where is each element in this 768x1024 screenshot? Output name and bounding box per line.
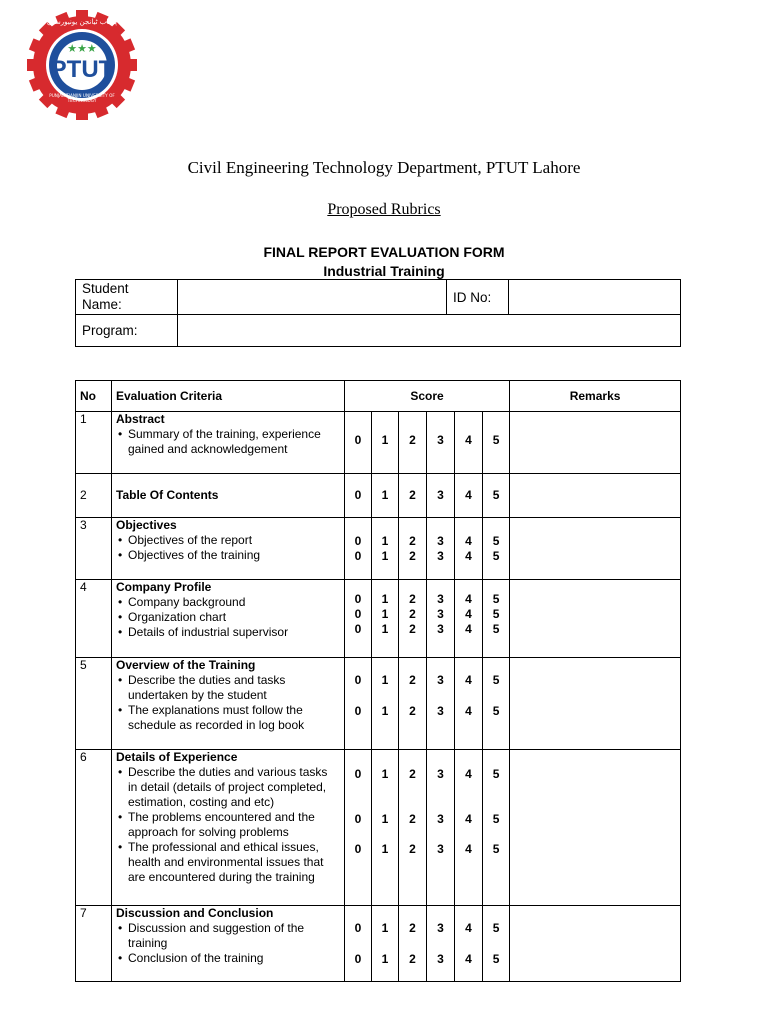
score-cell-2[interactable] [399, 580, 427, 658]
score-option[interactable]: 0 [354, 704, 362, 718]
score-option[interactable]: 3 [437, 592, 444, 606]
rubric-header-row [76, 381, 681, 412]
score-option[interactable]: 2 [409, 549, 416, 563]
row-number: 3 [76, 518, 112, 580]
score-cell-4[interactable] [455, 474, 483, 518]
score-option[interactable]: 0 [354, 812, 362, 826]
score-cell-2[interactable] [399, 658, 427, 750]
score-option[interactable]: 2 [409, 704, 416, 718]
score-option[interactable]: 3 [437, 488, 444, 502]
student-name-label: Student Name: [76, 280, 178, 315]
score-cell-3[interactable] [427, 580, 455, 658]
score-cell-5[interactable] [483, 474, 510, 518]
score-cell-0[interactable] [345, 474, 372, 518]
score-option[interactable]: 4 [465, 488, 472, 502]
score-option[interactable]: 0 [354, 673, 362, 687]
score-cell-0[interactable] [345, 518, 372, 580]
rubric-row [76, 750, 681, 906]
score-cell-3[interactable] [427, 518, 455, 580]
criteria-cell [112, 412, 345, 474]
score-option[interactable]: 0 [354, 921, 362, 935]
score-option[interactable]: 1 [381, 433, 389, 447]
score-option[interactable]: 2 [409, 592, 416, 606]
score-option[interactable]: 0 [354, 592, 362, 606]
score-option[interactable]: 3 [437, 704, 444, 718]
score-option[interactable]: 5 [492, 812, 500, 826]
score-cell-1[interactable] [372, 750, 399, 906]
criteria-point: • The professional and ethical issues, health and environmental issues that are encountered during the training [128, 840, 340, 885]
score-cell-4[interactable] [455, 750, 483, 906]
score-cell-1[interactable] [372, 518, 399, 580]
score-option[interactable]: 0 [354, 488, 362, 502]
score-cell-5[interactable] [483, 658, 510, 750]
criteria-point: • Describe the duties and tasks undertaken by the student [128, 673, 340, 703]
score-cell-3[interactable] [427, 474, 455, 518]
score-cell-1[interactable] [372, 412, 399, 474]
form-title: FINAL REPORT EVALUATION FORM [263, 244, 505, 260]
score-option[interactable]: 3 [437, 921, 444, 935]
score-option[interactable]: 4 [465, 704, 472, 718]
score-option[interactable]: 3 [437, 842, 444, 856]
remarks-cell[interactable] [510, 750, 681, 906]
row-number: 1 [76, 412, 112, 474]
score-cell-2[interactable] [399, 906, 427, 982]
criteria-title: Discussion and Conclusion [116, 906, 274, 920]
score-option[interactable]: 2 [409, 812, 416, 826]
score-option[interactable]: 5 [492, 921, 500, 935]
score-option[interactable]: 5 [492, 534, 500, 548]
score-option[interactable]: 5 [492, 622, 500, 636]
row-number: 2 [76, 474, 112, 518]
criteria-cell [112, 658, 345, 750]
score-option[interactable]: 4 [465, 673, 472, 687]
score-cell-2[interactable] [399, 518, 427, 580]
score-option[interactable]: 2 [409, 622, 416, 636]
score-option[interactable]: 3 [437, 812, 444, 826]
score-option[interactable]: 4 [465, 842, 472, 856]
score-cell-0[interactable] [345, 658, 372, 750]
score-option[interactable]: 1 [381, 704, 389, 718]
score-option[interactable]: 4 [465, 767, 472, 781]
score-option[interactable]: 1 [381, 607, 389, 621]
score-option[interactable]: 0 [354, 549, 362, 563]
score-cell-4[interactable] [455, 906, 483, 982]
rubric-row [76, 412, 681, 474]
score-option[interactable]: 3 [437, 952, 444, 966]
logo-text: PTUT [50, 56, 114, 83]
score-option[interactable]: 4 [465, 433, 472, 447]
criteria-point: • Summary of the training, experience gained and acknowledgement [128, 427, 340, 457]
score-option[interactable]: 3 [437, 673, 444, 687]
score-option[interactable]: 1 [381, 549, 389, 563]
score-option[interactable]: 5 [492, 704, 500, 718]
score-cell-4[interactable] [455, 412, 483, 474]
score-option[interactable]: 2 [409, 921, 416, 935]
header-remarks: Remarks [510, 381, 681, 412]
row-number: 7 [76, 906, 112, 982]
score-cell-3[interactable] [427, 906, 455, 982]
score-option[interactable]: 5 [492, 952, 500, 966]
criteria-point: • Describe the duties and various tasks in detail (details of project completed, estimation, costing and etc) [128, 765, 340, 810]
rubric-row [76, 658, 681, 750]
rubric-row [76, 518, 681, 580]
score-option[interactable]: 0 [354, 534, 362, 548]
criteria-title: Company Profile [116, 580, 212, 594]
logo-ring-text-top: پنجاب ٹیانجن یونیورسٹی [46, 18, 118, 26]
score-option[interactable]: 3 [437, 767, 444, 781]
score-option[interactable]: 2 [409, 488, 416, 502]
score-option[interactable]: 1 [381, 592, 389, 606]
rubric-table [75, 380, 681, 982]
score-option[interactable]: 5 [492, 842, 500, 856]
score-option[interactable]: 4 [465, 812, 472, 826]
score-option[interactable]: 2 [409, 952, 416, 966]
criteria-title: Objectives [116, 518, 177, 532]
rubric-row [76, 580, 681, 658]
program-field[interactable] [178, 315, 681, 347]
remarks-cell[interactable] [510, 906, 681, 982]
logo-ring-text: PUNJAB TIANJIN UNIVERSITY OF TECHNOLOGY [49, 93, 115, 103]
remarks-cell[interactable] [510, 658, 681, 750]
id-label: ID No: [447, 280, 509, 315]
score-option[interactable]: 4 [465, 921, 472, 935]
score-option[interactable]: 3 [437, 622, 444, 636]
score-option[interactable]: 5 [492, 673, 500, 687]
header-no: No [76, 381, 112, 412]
score-option[interactable]: 1 [381, 842, 389, 856]
score-option[interactable]: 0 [354, 842, 362, 856]
row-number: 6 [76, 750, 112, 906]
criteria-cell [112, 906, 345, 982]
id-field[interactable] [509, 280, 681, 315]
criteria-cell [112, 580, 345, 658]
header-score: Score [345, 381, 510, 412]
header-criteria: Evaluation Criteria [112, 381, 345, 412]
score-option[interactable]: 0 [354, 952, 362, 966]
score-option[interactable]: 1 [381, 921, 389, 935]
score-option[interactable]: 2 [409, 433, 416, 447]
criteria-cell [112, 518, 345, 580]
score-option[interactable]: 2 [409, 607, 416, 621]
criteria-title: Overview of the Training [116, 658, 256, 672]
score-option[interactable]: 2 [409, 767, 416, 781]
score-option[interactable]: 5 [492, 549, 500, 563]
criteria-title: Details of Experience [116, 750, 238, 764]
score-option[interactable]: 1 [381, 622, 389, 636]
score-cell-2[interactable] [399, 474, 427, 518]
score-option[interactable]: 1 [381, 952, 389, 966]
svg-text:★★★: ★★★ [67, 42, 97, 55]
program-label: Program: [76, 315, 178, 347]
student-name-field[interactable] [178, 280, 447, 315]
criteria-cell [112, 474, 345, 518]
score-option[interactable]: 5 [492, 592, 500, 606]
score-option[interactable]: 4 [465, 549, 472, 563]
score-cell-2[interactable] [399, 412, 427, 474]
score-option[interactable]: 3 [437, 549, 444, 563]
score-option[interactable]: 1 [381, 534, 389, 548]
criteria-point: • Objectives of the report [128, 533, 340, 548]
score-option[interactable]: 5 [492, 767, 500, 781]
score-option[interactable]: 5 [492, 433, 500, 447]
criteria-point: • The problems encountered and the approach for solving problems [128, 810, 340, 840]
score-cell-0[interactable] [345, 906, 372, 982]
row-number: 4 [76, 580, 112, 658]
score-cell-0[interactable] [345, 750, 372, 906]
ptut-logo [18, 10, 146, 120]
criteria-point: • Discussion and suggestion of the training [128, 921, 340, 951]
remarks-cell[interactable] [510, 580, 681, 658]
rubric-row [76, 474, 681, 518]
criteria-point: • Organization chart [128, 610, 340, 625]
remarks-cell[interactable] [510, 518, 681, 580]
score-cell-5[interactable] [483, 518, 510, 580]
score-cell-2[interactable] [399, 750, 427, 906]
score-cell-4[interactable] [455, 658, 483, 750]
score-option[interactable]: 4 [465, 592, 472, 606]
rubric-row [76, 906, 681, 982]
score-option[interactable]: 1 [381, 488, 389, 502]
score-cell-3[interactable] [427, 412, 455, 474]
score-cell-5[interactable] [483, 412, 510, 474]
score-option[interactable]: 4 [465, 607, 472, 621]
score-option[interactable]: 1 [381, 673, 389, 687]
score-option[interactable]: 0 [354, 433, 362, 447]
row-number: 5 [76, 658, 112, 750]
criteria-point: • Conclusion of the training [128, 951, 340, 966]
proposed-rubrics-heading: Proposed Rubrics [327, 201, 441, 218]
criteria-point: • The explanations must follow the schedule as recorded in log book [128, 703, 340, 733]
department-heading: Civil Engineering Technology Department, PTUT Lahore [187, 158, 581, 177]
criteria-point: • Details of industrial supervisor [128, 625, 340, 640]
remarks-cell[interactable] [510, 412, 681, 474]
score-cell-4[interactable] [455, 518, 483, 580]
score-cell-1[interactable] [372, 906, 399, 982]
criteria-cell [112, 750, 345, 906]
score-option[interactable]: 2 [409, 534, 416, 548]
score-cell-1[interactable] [372, 580, 399, 658]
score-option[interactable]: 3 [437, 607, 444, 621]
score-option[interactable]: 2 [409, 673, 416, 687]
score-option[interactable]: 1 [381, 812, 389, 826]
score-option[interactable]: 0 [354, 622, 362, 636]
score-option[interactable]: 2 [409, 842, 416, 856]
score-cell-3[interactable] [427, 750, 455, 906]
score-cell-5[interactable] [483, 906, 510, 982]
remarks-cell[interactable] [510, 474, 681, 518]
score-cell-0[interactable] [345, 412, 372, 474]
score-option[interactable]: 5 [492, 488, 500, 502]
score-cell-1[interactable] [372, 474, 399, 518]
score-cell-0[interactable] [345, 580, 372, 658]
criteria-title: Table Of Contents [116, 488, 219, 502]
criteria-title: Abstract [116, 412, 165, 426]
score-cell-5[interactable] [483, 580, 510, 658]
criteria-point: • Objectives of the training [128, 548, 340, 563]
score-cell-5[interactable] [483, 750, 510, 906]
score-cell-1[interactable] [372, 658, 399, 750]
score-option[interactable]: 1 [381, 767, 389, 781]
score-cell-3[interactable] [427, 658, 455, 750]
score-option[interactable]: 4 [465, 622, 472, 636]
form-subtitle: Industrial Training [323, 263, 445, 279]
score-option[interactable]: 0 [354, 607, 362, 621]
score-option[interactable]: 5 [492, 607, 500, 621]
score-option[interactable]: 3 [437, 534, 444, 548]
student-info-table [75, 279, 681, 347]
score-option[interactable]: 4 [465, 952, 472, 966]
criteria-point: • Company background [128, 595, 340, 610]
score-cell-4[interactable] [455, 580, 483, 658]
score-option[interactable]: 4 [465, 534, 472, 548]
score-option[interactable]: 0 [354, 767, 362, 781]
score-option[interactable]: 3 [437, 433, 444, 447]
